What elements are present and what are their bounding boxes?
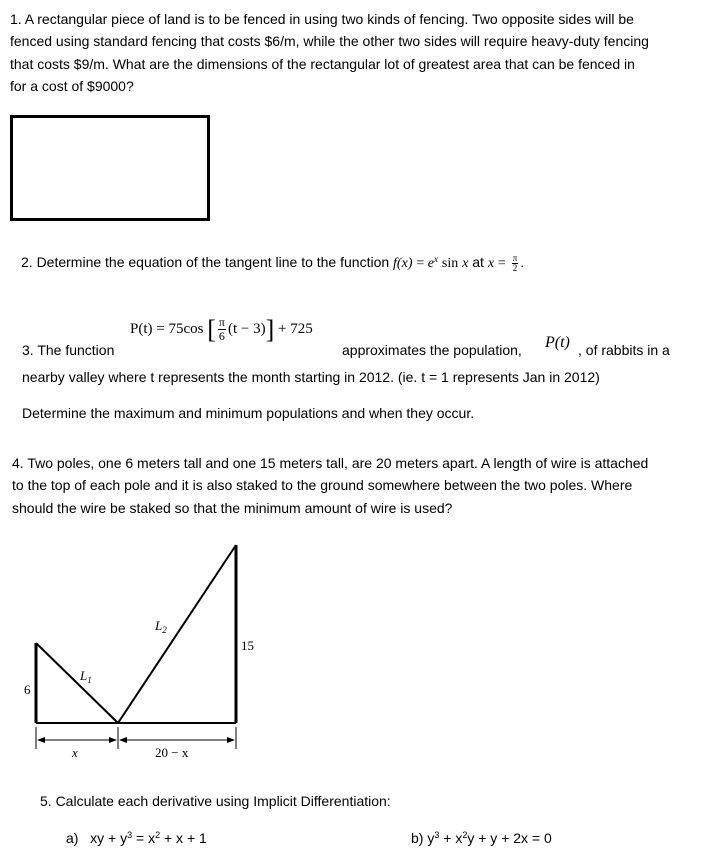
- wire-l2: [118, 545, 236, 723]
- close-bracket: ]: [265, 314, 275, 344]
- poles-diagram: [0, 535, 280, 770]
- formula-lhs: P(t) = 75cos: [130, 320, 204, 337]
- problem-4-line: to the top of each pole and it is also staked to the ground somewhere between the two poles. Where: [12, 477, 633, 494]
- period: .: [520, 254, 525, 271]
- equation-b: $y^3 + x^2y + y + 2x = 0$: [427, 830, 552, 846]
- problem-3-line: nearby valley where t represents the month starting in 2012. (ie. t = 1 represents Jan in 2012): [22, 369, 600, 385]
- problem-1-line: 1. A rectangular piece of land is to be fenced in using two kinds of fencing. Two opposite sides will be: [10, 11, 634, 27]
- pi-over-6-fraction: [218, 316, 226, 343]
- exponent: x: [434, 254, 438, 265]
- arrowhead: [109, 737, 117, 743]
- problem-3-tail: , of rabbits in a: [578, 342, 670, 358]
- problem-3-approx: approximates the population,: [342, 342, 522, 358]
- wire-l1: [36, 643, 118, 723]
- label-l1: $L_1$: [80, 668, 92, 685]
- sin-function: sin: [441, 256, 459, 272]
- population-formula: [130, 316, 313, 343]
- label-height-15: 15: [241, 638, 254, 653]
- part-b: [411, 830, 552, 846]
- problem-4: [12, 452, 648, 519]
- at-word: at: [472, 254, 484, 271]
- problem-5-title: 5. Calculate each derivative using Implicit Differentiation:: [40, 793, 391, 809]
- label-x: x: [72, 745, 78, 760]
- problem-3-label: 3. The function: [22, 342, 115, 358]
- problem-4-line: 4. Two poles, one 6 meters tall and one 15 meters tall, are 20 meters apart. A length of wire is attached: [12, 455, 649, 471]
- problem-1: [10, 8, 649, 97]
- fraction-numerator: π: [512, 253, 518, 263]
- problem-2-text: 2. Determine the equation of the tangent line to the function: [21, 254, 390, 271]
- formula-constant: + 725: [278, 320, 313, 337]
- formula-paren: (t − 3): [227, 320, 266, 337]
- problem-1-line: fenced using standard fencing that costs $6/m, while the other two sides will require heavy-duty fencing: [10, 33, 649, 50]
- arrowhead: [119, 737, 127, 743]
- label-height-6: 6: [24, 682, 31, 697]
- population-symbol: P(t): [545, 334, 570, 351]
- equals-sign: =: [497, 256, 506, 272]
- part-b-label: b): [411, 830, 424, 846]
- problem-3-question: Determine the maximum and minimum populations and when they occur.: [22, 405, 475, 421]
- problem-1-line: for a cost of $9000?: [10, 77, 134, 94]
- label-20-minus-x: 20 − x: [155, 745, 189, 760]
- label-l2: $L_2$: [155, 618, 167, 635]
- exp-base: e: [427, 256, 434, 272]
- problem-1-line: that costs $9/m. What are the dimensions of the rectangular lot of greatest area that can be fenced in: [10, 55, 635, 72]
- rectangle-lot-figure: [10, 115, 210, 221]
- function-name: f(x): [393, 256, 413, 272]
- fraction-denominator: 2: [512, 263, 518, 273]
- fraction-denominator: 6: [218, 329, 225, 343]
- part-a-label: a): [66, 830, 79, 846]
- problem-4-line: should the wire be staked so that the minimum amount of wire is used?: [12, 499, 453, 516]
- equation-a: xy + $y^3 = x^2 + x + 1$: [90, 830, 207, 846]
- x-variable: x: [487, 256, 495, 272]
- fraction-numerator: π: [218, 315, 225, 329]
- part-a: [66, 830, 207, 846]
- pi-over-2-fraction: [512, 254, 519, 273]
- open-bracket: [: [207, 314, 216, 344]
- equals-sign: =: [416, 256, 428, 272]
- sin-argument: x: [462, 256, 469, 272]
- arrowhead: [227, 737, 235, 743]
- arrowhead: [37, 737, 45, 743]
- problem-2: [21, 254, 524, 273]
